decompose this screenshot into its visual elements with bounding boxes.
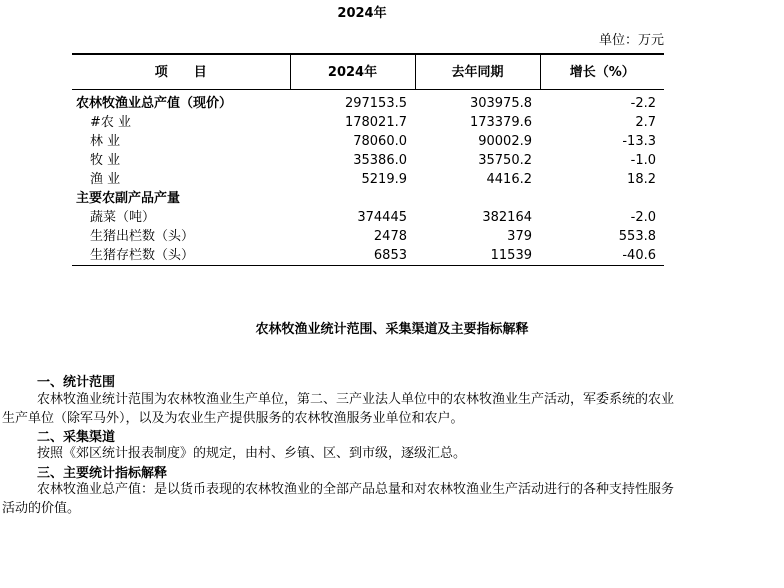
section-channel-heading: 二、采集渠道 (37, 430, 116, 445)
row-current-value: 374445 (357, 210, 407, 225)
row-label: 林 业 (90, 134, 121, 149)
row-previous-value: 4416.2 (486, 172, 532, 187)
row-previous-value: 35750.2 (478, 153, 532, 168)
table-row (72, 132, 664, 151)
row-current-value: 6853 (290, 246, 415, 266)
section-scope-line1: 农林牧渔业统计范围为农林牧渔业生产单位，第二、三产业法人单位中的农林牧渔业生产活动，军委系统的农业 (37, 392, 675, 407)
row-label: 牧 业 (90, 153, 121, 168)
row-current-value: 297153.5 (344, 96, 407, 111)
row-growth-value: -2.2 (630, 96, 656, 111)
statistics-table (72, 53, 664, 266)
header-growth: 增长（%） (540, 54, 664, 90)
row-growth-value: 2.7 (635, 115, 656, 130)
row-growth-value: -40.6 (540, 246, 664, 266)
row-growth-value: -1.0 (630, 153, 656, 168)
table-body (72, 94, 664, 266)
section-indicator-heading: 三、主要统计指标解释 (37, 466, 168, 481)
row-label: 渔 业 (90, 172, 121, 187)
table-row (72, 189, 664, 208)
page-title: 2024年 (337, 6, 387, 21)
section-scope-line2: 生产单位（除军马外），以及为农业生产提供服务的农林牧渔服务业单位和农户。 (2, 411, 464, 426)
row-current-value (290, 189, 415, 208)
section-indicator-line1: 农林牧渔业总产值：是以货币表现的农林牧渔业的全部产品总量和对农林牧渔业生产活动进行的各种支持性服务 (37, 482, 675, 497)
row-previous-value: 90002.9 (478, 134, 532, 149)
table-row (72, 94, 664, 113)
row-label: 生猪出栏数（头） (90, 229, 195, 244)
row-growth-value: 18.2 (627, 172, 656, 187)
row-label: 生猪存栏数（头） (72, 246, 290, 266)
table-header-row (72, 54, 664, 90)
row-label: #农 业 (90, 115, 132, 130)
row-growth-value: 553.8 (618, 229, 656, 244)
row-previous-value: 379 (507, 229, 532, 244)
table-row (72, 151, 664, 170)
row-previous-value: 382164 (482, 210, 532, 225)
table-row (72, 246, 664, 266)
row-current-value: 5219.9 (361, 172, 407, 187)
row-growth-value: -13.3 (622, 134, 656, 149)
row-previous-value (415, 189, 540, 208)
row-growth-value: -2.0 (630, 210, 656, 225)
notes-title: 农林牧渔业统计范围、采集渠道及主要指标解释 (255, 322, 529, 337)
header-previous-year: 去年同期 (415, 54, 540, 90)
row-current-value: 78060.0 (353, 134, 407, 149)
section-channel-line1: 按照《郊区统计报表制度》的规定，由村、乡镇、区、到市级，逐级汇总。 (37, 446, 467, 461)
row-previous-value: 303975.8 (469, 96, 532, 111)
table-row (72, 208, 664, 227)
row-label: 农林牧渔业总产值（现价） (76, 96, 233, 111)
row-label: 蔬菜（吨） (90, 210, 156, 225)
table-row (72, 227, 664, 246)
row-previous-value: 173379.6 (469, 115, 532, 130)
row-current-value: 178021.7 (344, 115, 407, 130)
row-current-value: 2478 (373, 229, 407, 244)
row-growth-value (540, 189, 664, 208)
unit-label: 单位：万元 (598, 33, 664, 48)
row-label: 主要农副产品产量 (76, 191, 181, 206)
row-previous-value: 11539 (415, 246, 540, 266)
section-scope-heading: 一、统计范围 (37, 375, 116, 390)
table-row (72, 113, 664, 132)
header-item: 项 目 (72, 54, 290, 90)
table-row (72, 170, 664, 189)
header-current-year: 2024年 (290, 54, 415, 90)
row-current-value: 35386.0 (353, 153, 407, 168)
section-indicator-line2: 活动的价值。 (2, 501, 81, 516)
